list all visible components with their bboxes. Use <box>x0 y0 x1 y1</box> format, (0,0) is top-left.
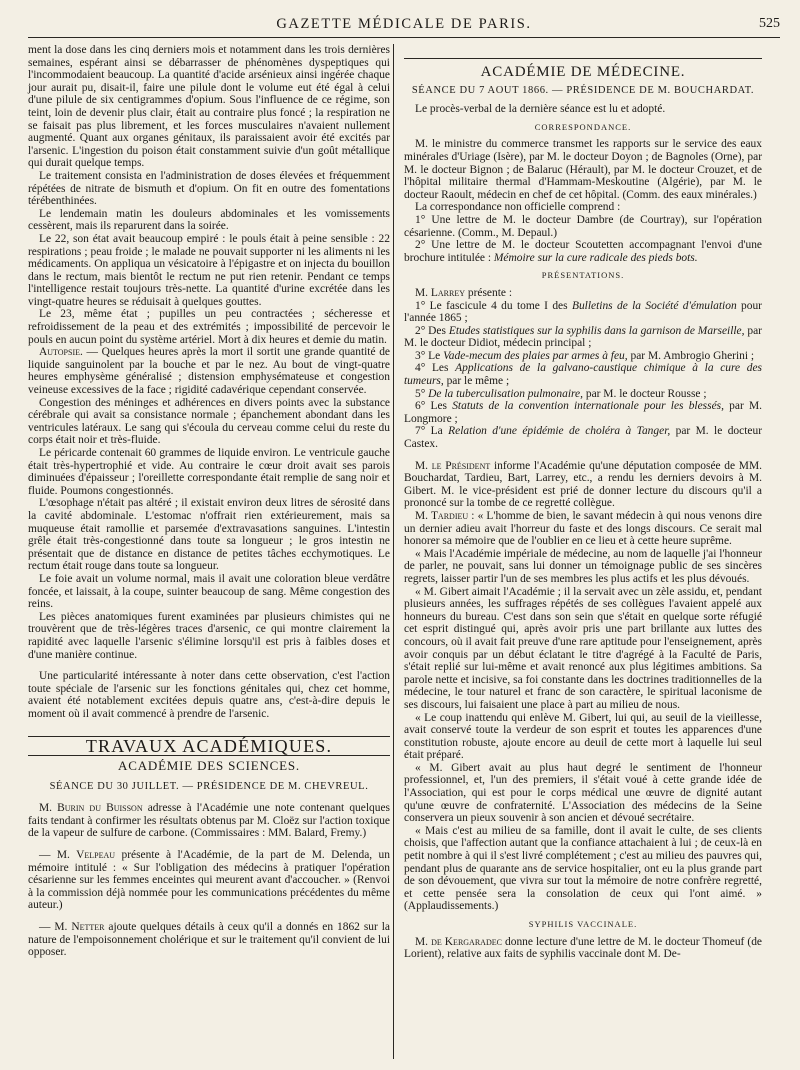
academy-heading-box <box>404 58 762 79</box>
speaker-name: — M. Netter <box>39 921 105 933</box>
paragraph: La correspondance non officielle comprend : <box>415 201 621 214</box>
text: 2° Une lettre de M. le docteur Scoutetten accompagnant l'envoi d'une brochure intitulée : <box>404 239 762 264</box>
text: informe l'Académie qu'une députation composée de MM. Bouchardat, Tardieu, Bart, Larrey, etc., a rendu les derniers devoirs à M. Gibert. M. le vice-président est prié de donner lecture du discours qu'il a prononcé sur la tombe de ce regretté collègue. <box>404 459 763 510</box>
text: : « L'homme de bien, le savant médecin à qui nous venons dire un dernier adieu avait l'horreur du faste et des longs discours. Ce serait mal honorer sa mémoire que de l'oublier en ce lieu et à cette heure suprême. <box>404 510 763 548</box>
work-title: Statuts de la convention internationale pour les blessés, <box>452 400 724 413</box>
text: 6° Les <box>415 400 453 413</box>
session-item <box>28 802 390 840</box>
paragraph: Le 23, même état ; pupilles un peu contractées ; sécheresse et refroidissement de la peau et des extrémités ; impossibilité de percevoir le pouls en aucun point du système artériel. Mort à dix heures et demie du matin. <box>28 308 390 346</box>
paragraph <box>404 936 762 961</box>
presentation-item <box>404 325 762 350</box>
paragraph: ment la dose dans les cinq derniers mois et notamment dans les trois dernières semaines, espérant ainsi se débarrasser de phénomènes dyspeptiques qui l'incommodaient beaucoup. La quantité d'acide arsénieux ainsi ingérée chaque jour aurait pu, disait-il, faire une pilule dont le volume eut été égal à celui d'une pilule de six centigrammes d'opium. Sous l'influence de ce régime, son teint, loin de devenir plus clair, était au contraire plus foncé ; la respiration ne se faisait pas plus librement, et les forces musculaires n'avaient nullement augmenté. Quant aux organes génitaux, ils paraissaient avoir été excités par l'arsenic. L'ingestion du poison était constamment suivie d'un goût métallique qui durait quelque temps. <box>28 44 390 170</box>
paragraph <box>404 460 762 510</box>
work-title: Relation d'une épidémie de choléra à Tanger, <box>448 425 671 438</box>
paragraph: Le traitement consista en l'administration de doses élevées et fréquemment répétées de nitrate de bismuth et d'opium. On fit en outre des fomentations térébenthinées. <box>28 169 390 208</box>
page-header <box>28 16 780 38</box>
paragraph: « M. Gibert aimait l'Académie ; il la servait avec un zèle assidu, et, pendant plusieurs années, les suffrages répétés de ses collègues l'avaient appelé aux honneurs du bureau. C'est dans son sein que s'était en quelque sorte réfugié cet esprit distingué qui, après avoir pris une part brillante aux luttes des concours, où il avait fait preuve d'une rare aptitude pour l'enseignement, après avoir conquis par un début éclatant le titre d'agrégé à la Faculté de Paris, s'était replié sur lui-même et avait renoncé aux plus légitimes ambitions. Sa parole nette et incisive, sa foi constante dans les doctrines traditionnelles de la médecine, le tour naturel et franc de son caractère, le spiritual laconisme de ses discours, lui faisaient une place à part au milieu de nous. <box>404 585 762 711</box>
autopsy-paragraph <box>28 346 390 396</box>
text: par M. Longmore ; <box>404 400 762 425</box>
text: par le même ; <box>443 375 510 388</box>
paragraph: Le lendemain matin les douleurs abdominales et les vomissements cessèrent, mais ils reparurent dans la soirée. <box>28 207 390 233</box>
column-divider <box>393 44 394 1059</box>
paragraph: M. le ministre du commerce transmet les rapports sur le service des eaux minérales d'Uriage (Isère), par M. le docteur Doyon ; de Bagnoles (Orne), par M. le docteur Bignon ; de Balaruc (Hérault), par M. le docteur Crouzet, et de l'hôpital militaire thermal d'Hammam-Meskoutine (Algérie), par M. le docteur Raoult, médecin en chef de cet hôpital. (Comm. des eaux minérales.) <box>404 138 762 201</box>
text: 2° Des <box>415 324 449 337</box>
presentation-item <box>404 400 762 425</box>
text: par M. Ambrogio Gherini ; <box>627 349 755 362</box>
syphilis-title: SYPHILIS VACCINALE. <box>528 919 638 929</box>
paragraph: 1° Une lettre de M. le docteur Dambre (de Courtray), sur l'opération césarienne. (Comm., M. Depaul.) <box>404 213 762 239</box>
speaker-name: M. Larrey <box>415 286 465 299</box>
presentation-item <box>404 362 762 387</box>
travaux-title: TRAVAUX ACADÉMIQUES. <box>85 736 333 757</box>
correspondance-title: CORRESPONDANCE. <box>534 121 632 132</box>
paragraph: Congestion des méninges et adhérences en divers points avec la substance cérébrale qui avait sa consistance normale ; épanchement abondant dans les ventricules latéraux. Le sang qui s'écoula du cerveau comme celui du reste du corps était noir et très-fluide. <box>28 396 390 447</box>
text: par M. le docteur Rousse ; <box>582 387 707 400</box>
presentation-item <box>404 388 762 401</box>
text: donne lecture d'une lettre de M. le docteur Thomeuf (de Lorient), relative aux faits de syphilis vaccinale dont M. De- <box>404 935 762 961</box>
presentation-item <box>404 350 762 363</box>
text: par M. le docteur Didiot, médecin principal ; <box>404 324 762 350</box>
left-column <box>28 44 390 959</box>
text: 3° Le <box>415 349 444 362</box>
paragraph: Les pièces anatomiques furent examinées par plusieurs chimistes qui ne trouvèrent que de très-légères traces d'arsenic, ce qui montre clairement la rapidité avec laquelle l'arsenic s'élimine lorsqu'il est pris à faibles doses et d'une manière continue. <box>28 610 390 661</box>
paragraph: « Mais c'est au milieu de sa famille, dont il avait le culte, de ses clients choisis, que l'affection autant que la confiance attachaient à lui ; de ceux-là en petit nombre à qui il s'est livré complétement ; c'est au milieu des pauvres qui, pendant plus de quarante ans de service hospitalier, ont eu la plus grande part de son dévouement, que vivra sur tout la mémoire de notre confrère regretté, et cette pensée sera la consolation de ceux qui l'ont aimé. » (Applaudissements.) <box>404 824 762 913</box>
text: présente : <box>465 286 513 299</box>
work-title: Applications de la galvano-caustique chimique à la cure des tumeurs, <box>404 362 762 388</box>
text: 4° Les <box>415 362 456 375</box>
paragraph: L'œsophage n'était pas altéré ; il existait environ deux litres de sérosité dans la cavité abdominale. L'estomac n'offrait rien extérieurement, mais sa muqueuse était ramollie et parsemée d'extravasations sanguines. L'intestin grêle était très-congestionné dans toute sa longueur ; le gros intestin ne présentait que de distance en distance de petites tâches ecchymotiques. Le rectum était rouge dans toute sa longueur. <box>28 497 390 573</box>
text: 7° La <box>415 425 449 438</box>
paragraph: « Mais l'Académie impériale de médecine, au nom de laquelle j'ai l'honneur de parler, ne pouvait, sans lui donner un témoignage public de ses sincères regrets, laisser partir l'un de ses membres les plus actifs et les plus dévoués. <box>404 547 762 585</box>
speaker-name: M. Tardieu <box>415 510 469 522</box>
speaker-name: M. Burin du Buisson <box>39 802 143 815</box>
work-title: Bulletins de la Société d'émulation <box>571 299 737 312</box>
work-title: Etudes statistiques sur la syphilis dans la garnison de Marseille, <box>448 324 745 337</box>
paragraph: « M. Gibert avait au plus haut degré le sentiment de l'honneur professionnel, et, l'un des premiers, il s'était voué à cette grande idée de l'Association, qui est pour le corps médical une œuvre de dignité autant qu'une œuvre de confraternité. L'Association des médecins de la Seine conservera un pieux souvenir à son ancien et dévoué secrétaire. <box>404 761 762 825</box>
speaker-name: — M. Velpeau <box>39 849 116 862</box>
paragraph: Le procès-verbal de la dernière séance est lu et adopté. <box>415 103 666 116</box>
session-item <box>28 849 390 912</box>
paragraph <box>404 239 762 264</box>
journal-title: GAZETTE MÉDICALE DE PARIS. <box>276 16 532 32</box>
speaker-name: M. de Kergaradec <box>415 935 502 948</box>
session-text: présente à l'Académie, de la part de M. Delenda, un mémoire intitulé : « Sur l'obligation des médecins à pratiquer l'opération césarienne sur les femmes enceintes qui meurent avant d'accoucher. » (Renvoi à la commission déjà nommée pour les communications précédentes du même auteur.) <box>28 849 390 912</box>
academy-title: ACADÉMIE DE MÉDECINE. <box>480 64 686 80</box>
paragraph: Le péricarde contenait 60 grammes de liquide environ. Le ventricule gauche était très-hypertrophié et vide. Au contraire le cœur droit avait ses parois diminuées d'épaisseur ; l'oreillette correspondante était remplie de sang noir et fluide. Poumons congestionnés. <box>28 447 390 497</box>
paragraph: Le 22, son état avait beaucoup empiré : le pouls était à peine sensible : 22 respirations ; peau froide ; le malade ne pouvait supporter ni les aliments ni les médicaments. On appliqua un vésicatoire à l'épigastre et on injecta du bouillon dans le rectum, mais bientôt le rectum ne put rien retenir. Pendant ce temps l'intelligence restait toujours très-nette. La quantité d'urine excrétée dans les vingt-quatre heures se réduisait à quelques gouttes. <box>28 232 390 308</box>
autopsy-label: Autopsie. <box>39 346 83 359</box>
text: par M. le docteur Castex. <box>404 425 763 451</box>
seance-line: SÉANCE DU 30 JUILLET. — PRÉSIDENCE DE M. CHEVREUL. <box>49 780 369 792</box>
seance-line: SÉANCE DU 7 AOUT 1866. — PRÉSIDENCE DE M. BOUCHARDAT. <box>411 84 755 96</box>
text: pour l'année 1865 ; <box>404 299 762 325</box>
paragraph <box>404 287 762 300</box>
paragraph: « Le coup inattendu qui enlève M. Gibert, lui qui, au seuil de la vieillesse, avait conservé toute la verdeur de son esprit et toutes les apparences d'une constitution robuste, ajoute encore au deuil de cette mort à laquelle lui seul était préparé. <box>404 711 762 762</box>
speaker-name: M. le Président <box>415 459 491 472</box>
session-item <box>28 921 390 959</box>
paragraph <box>404 510 762 548</box>
presentation-item <box>404 425 762 450</box>
text: 1° Le fascicule 4 du tome I des <box>415 299 572 312</box>
right-column <box>404 44 762 961</box>
travaux-heading-box <box>28 736 390 756</box>
page-number: 525 <box>759 16 780 31</box>
work-title: De la tuberculisation pulmonaire, <box>428 387 583 400</box>
brochure-title: Mémoire sur la cure radicale des pieds bots. <box>493 251 698 264</box>
autopsy-text: — Quelques heures après la mort il sortit une grande quantité de liquide sanguinolent par la bouche et par le nez. Au bout de vingt-quatre heures emphysème généralisé ; distension emphysémateuse et congestion veineuse excessives de la face ; rigidité cadavérique cependant conservée. <box>28 346 390 397</box>
text: 5° <box>415 387 429 400</box>
work-title: Vade-mecum des plaies par armes à feu, <box>443 349 628 362</box>
sciences-title: ACADÉMIE DES SCIENCES. <box>118 758 300 774</box>
header-rule <box>28 37 780 38</box>
presentations-title: PRÉSENTATIONS. <box>541 270 625 281</box>
session-text: ajoute quelques détails à ceux qu'il a donnés en 1862 sur la nature de l'empoisonnement cholérique et sur le traitement qu'il convient de lui opposer. <box>28 921 390 959</box>
presentation-item <box>404 300 762 325</box>
session-text: adresse à l'Académie une note contenant quelques faits tendant à confirmer les résultats obtenus par M. Cloëz sur l'action toxique de la vapeur de sulfure de carbone. (Commissaires : MM. Balard, Fremy.) <box>28 802 390 840</box>
paragraph: Une particularité intéressante à noter dans cette observation, c'est l'action toute spéciale de l'arsenic sur les fonctions génitales qui, chez cet homme, avaient été notablement excitées depuis quatre ans, c'est-à-dire depuis le moment où il avait commencé à prendre de l'arsenic. <box>28 670 390 720</box>
paragraph: Le foie avait un volume normal, mais il avait une coloration bleue verdâtre foncée, et laissait, à la coupe, suinter beaucoup de sang. Même congestion des reins. <box>28 572 390 611</box>
